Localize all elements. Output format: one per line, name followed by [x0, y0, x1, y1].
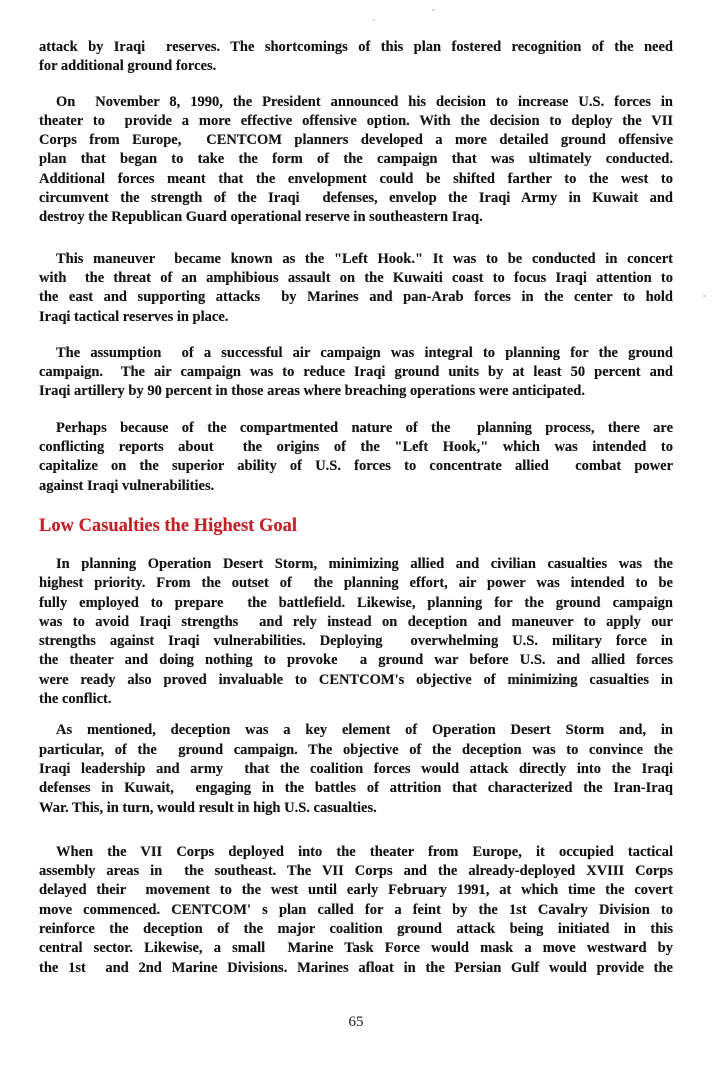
- text-line: Iraqi artillery by 90 percent in those areas where breaching operations were anticipated.: [39, 383, 585, 400]
- text-line: The assumption of a successful air campaign was integral to planning for the ground: [56, 344, 673, 361]
- text-line: the conflict.: [39, 691, 112, 708]
- text-line: move commenced. CENTCOM' s plan called for a feint by the 1st Cavalry Division to: [39, 901, 673, 918]
- text-line: strengths against Iraqi vulnerabilities. Deploying overwhelming U.S. military force in: [39, 633, 673, 650]
- text-line: destroy the Republican Guard operational reserve in southeastern Iraq.: [39, 209, 483, 226]
- scan-speck: [432, 9, 435, 11]
- paragraph: [39, 38, 673, 77]
- text-line: fully employed to prepare the battlefield. Likewise, planning for the ground campaign: [39, 594, 673, 611]
- text-line: As mentioned, deception was a key element of Operation Desert Storm and, in: [56, 722, 673, 739]
- paragraph: [39, 250, 673, 327]
- text-line: When the VII Corps deployed into the theater from Europe, it occupied tactical: [56, 843, 673, 860]
- text-line: was to avoid Iraqi strengths and rely instead on deception and maneuver to apply our: [39, 613, 673, 630]
- text-line: theater to provide a more effective offensive option. With the decision to deploy the VII: [39, 112, 673, 129]
- text-line: particular, of the ground campaign. The objective of the deception was to convince the: [39, 741, 673, 758]
- text-line: with the threat of an amphibious assault on the Kuwaiti coast to focus Iraqi attention to: [39, 269, 673, 286]
- text-line: circumvent the strength of the Iraqi defenses, envelop the Iraqi Army in Kuwait and: [39, 190, 673, 207]
- section-heading: Low Casualties the Highest Goal: [39, 515, 297, 536]
- text-line: capitalize on the superior ability of U.S. forces to concentrate allied combat power: [39, 458, 673, 475]
- text-line: reinforce the deception of the major coalition ground attack being initiated in this: [39, 920, 673, 937]
- text-line: delayed their movement to the west until early February 1991, at which time the covert: [39, 882, 673, 899]
- text-line: attack by Iraqi reserves. The shortcomings of this plan fostered recognition of the need: [39, 39, 673, 55]
- paragraph: [39, 93, 673, 228]
- text-line: This maneuver became known as the "Left Hook." It was to be conducted in concert: [56, 250, 673, 267]
- text-line: assembly areas in the southeast. The VII Corps and the already-deployed XVIII Corps: [39, 863, 673, 880]
- paragraph: [39, 344, 673, 402]
- text-line: On November 8, 1990, the President announced his decision to increase U.S. forces in: [56, 93, 673, 110]
- text-line: conflicting reports about the origins of the "Left Hook," which was intended to: [39, 439, 673, 456]
- text-line: highest priority. From the outset of the planning effort, air power was intended to be: [39, 575, 673, 592]
- text-line: War. This, in turn, would result in high U.S. casualties.: [39, 799, 377, 816]
- text-line: campaign. The air campaign was to reduce Iraqi ground units by at least 50 percent and: [39, 364, 673, 381]
- text-line: against Iraqi vulnerabilities.: [39, 477, 215, 494]
- text-line: the 1st and 2nd Marine Divisions. Marines afloat in the Persian Gulf would provide the: [39, 959, 673, 976]
- paragraph: [39, 721, 673, 817]
- paragraph: [39, 843, 673, 978]
- text-line: for additional ground forces.: [39, 58, 217, 75]
- text-line: plan that began to take the form of the campaign that was ultimately conducted.: [39, 151, 673, 168]
- text-line: Iraqi leadership and army that the coalition forces would attack directly into the Iraqi: [39, 760, 673, 777]
- text-line: were ready also proved invaluable to CENTCOM's objective of minimizing casualties in: [39, 671, 673, 688]
- text-line: defenses in Kuwait, engaging in the battles of attrition that characterized the Iran-Iraq: [39, 780, 673, 797]
- text-line: Additional forces meant that the envelopment could be shifted farther to the west to: [39, 170, 673, 187]
- text-line: In planning Operation Desert Storm, minimizing allied and civilian casualties was the: [56, 555, 673, 572]
- paragraph: [39, 555, 673, 709]
- text-line: Corps from Europe, CENTCOM planners developed a more detailed ground offensive: [39, 132, 673, 149]
- scan-speck: [373, 19, 375, 21]
- text-line: the theater and doing nothing to provoke a ground war before U.S. and allied forces: [39, 652, 673, 669]
- text-line: central sector. Likewise, a small Marine Task Force would mask a move westward by: [39, 940, 673, 957]
- paragraph: [39, 419, 673, 496]
- scan-speck: [703, 295, 706, 297]
- text-body: [39, 38, 673, 995]
- page-number: 65: [348, 1014, 364, 1030]
- text-line: Perhaps because of the compartmented nature of the planning process, there are: [56, 419, 673, 436]
- text-line: the east and supporting attacks by Marines and pan-Arab forces in the center to hold: [39, 289, 673, 306]
- text-line: Iraqi tactical reserves in place.: [39, 308, 229, 325]
